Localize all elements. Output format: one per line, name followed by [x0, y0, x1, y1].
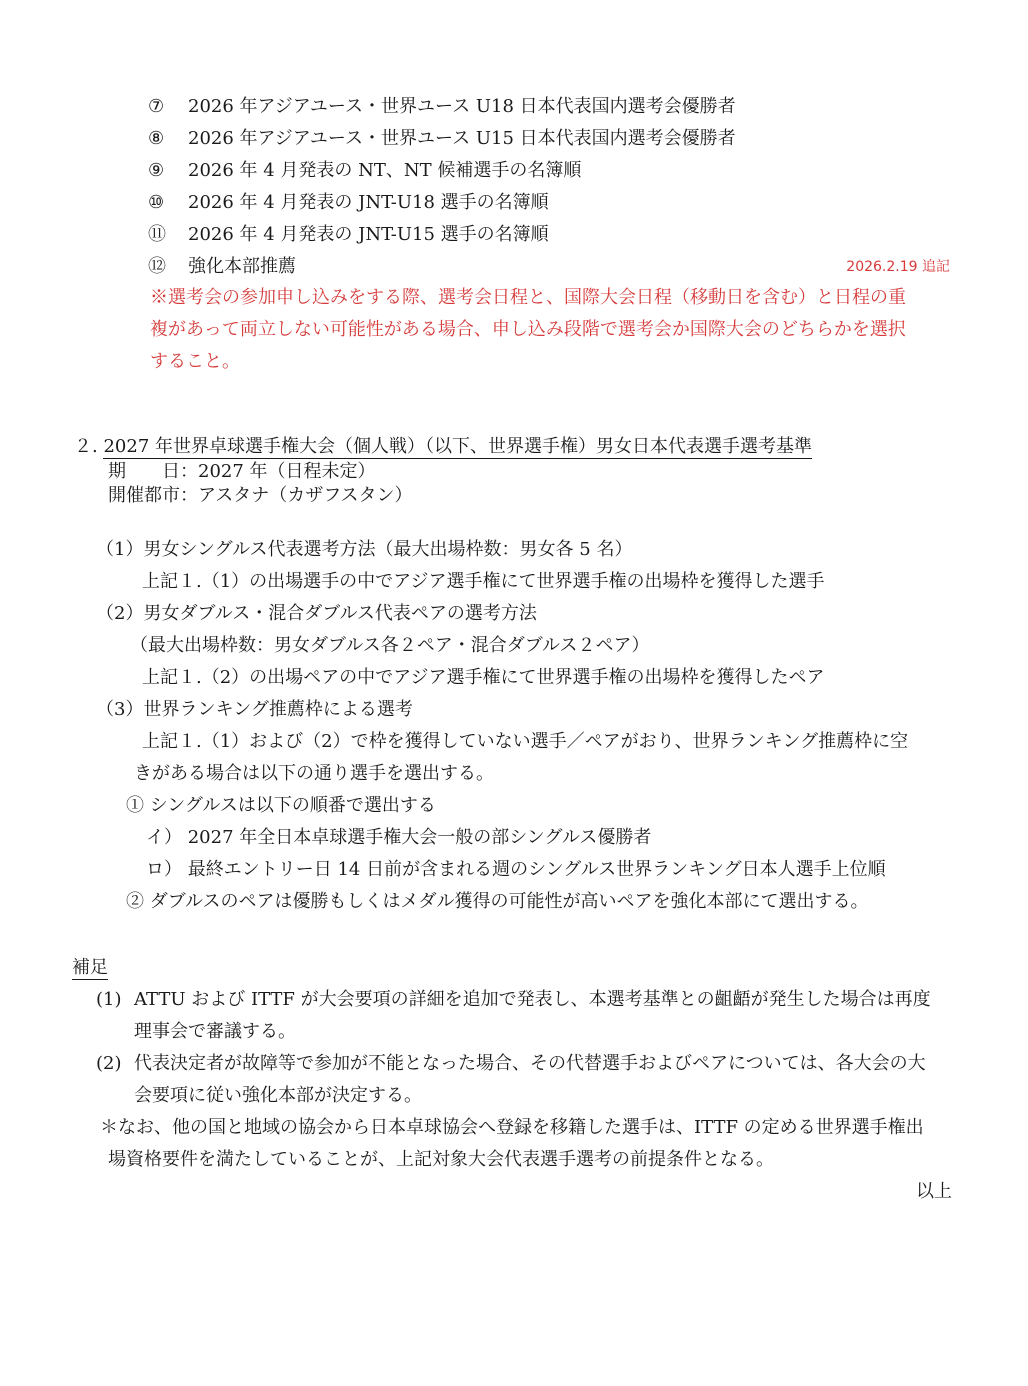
- item2-sub: （最大出場枠数：男女ダブルス各２ペア・混合ダブルス２ペア）: [130, 635, 650, 656]
- red-note-line: すること。: [150, 351, 240, 372]
- item3-body: 上記１.（1）および（2）で枠を獲得していない選手／ペアがおり、世界ランキング推薦枠に空: [142, 731, 909, 752]
- supplement-note: 場資格要件を満たしていることが、上記対象大会代表選手選考の前提条件となる。: [108, 1149, 774, 1170]
- list-item: [148, 223, 549, 247]
- event-period: 期 日：2027 年（日程未定）: [108, 461, 376, 482]
- section-number: ２.: [74, 436, 98, 457]
- list-number: ⑦: [148, 96, 165, 117]
- item2-body: 上記１.（2）の出場ペアの中でアジア選手権にて世界選手権の出場枠を獲得したペア: [142, 667, 825, 688]
- singles-criterion: ロ） 最終エントリー日 14 日前が含まれる週のシングルス世界ランキング日本人選手上位順: [146, 859, 886, 880]
- supplement-item-text: 会要項に従い強化本部が決定する。: [134, 1085, 422, 1106]
- list-number: ⑩: [148, 192, 165, 213]
- red-note-line: 複があって両立しない可能性がある場合、申し込み段階で選考会か国際大会のどちらかを選択: [150, 319, 906, 340]
- list-item: [148, 127, 736, 151]
- singles-criterion: イ） 2027 年全日本卓球選手権大会一般の部シングルス優勝者: [146, 827, 652, 848]
- item1-body: 上記１.（1）の出場選手の中でアジア選手権にて世界選手権の出場枠を獲得した選手: [142, 571, 825, 592]
- list-number: ⑫: [148, 256, 166, 277]
- list-text: 2026 年アジアユース・世界ユース U15 日本代表国内選考会優勝者: [188, 128, 736, 149]
- supplement-heading: 補足: [72, 957, 108, 978]
- section-heading: [74, 435, 812, 459]
- section-title: 2027 年世界卓球選手権大会（個人戦）（以下、世界選手権）男女日本代表選手選考基準: [103, 436, 812, 457]
- list-text: 2026 年アジアユース・世界ユース U18 日本代表国内選考会優勝者: [188, 96, 736, 117]
- list-item: [148, 255, 296, 279]
- list-text: 強化本部推薦: [188, 256, 296, 277]
- supplement-item: [96, 988, 931, 1012]
- red-note-line: ※選考会の参加申し込みをする際、選考会日程と、国際大会日程（移動日を含む）と日程の重: [150, 287, 906, 308]
- item2-heading: （2）男女ダブルス・混合ダブルス代表ペアの選考方法: [96, 603, 537, 624]
- list-number: ⑪: [148, 224, 166, 245]
- list-text: 2026 年 4 月発表の NT、NT 候補選手の名簿順: [188, 160, 582, 181]
- singles-heading: ① シングルスは以下の順番で選出する: [126, 795, 436, 816]
- list-item: [148, 95, 736, 119]
- list-number: ⑨: [148, 160, 165, 181]
- list-item: [148, 159, 581, 183]
- supplement-note: ＊なお、他の国と地域の協会から日本卓球協会へ登録を移籍した選手は、ITTF の定める世界選手権出: [100, 1117, 924, 1138]
- item1-heading: （1）男女シングルス代表選考方法（最大出場枠数：男女各 5 名）: [96, 539, 633, 560]
- item3-heading: （3）世界ランキング推薦枠による選考: [96, 699, 413, 720]
- addendum-date-note: 2026.2.19 追記: [846, 259, 950, 275]
- doubles-criterion: ② ダブルスのペアは優勝もしくはメダル獲得の可能性が高いペアを強化本部にて選出する。: [126, 891, 869, 912]
- closing-mark: 以上: [916, 1181, 952, 1202]
- supplement-item-text: ATTU および ITTF が大会要項の詳細を追加で発表し、本選考基準との齟齬が発生した場合は再度: [134, 989, 931, 1010]
- list-item: [148, 191, 549, 215]
- list-number: ⑧: [148, 128, 165, 149]
- item3-body: きがある場合は以下の通り選手を選出する。: [134, 763, 494, 784]
- event-city: 開催都市：アスタナ（カザフスタン）: [108, 485, 413, 506]
- list-text: 2026 年 4 月発表の JNT-U18 選手の名簿順: [188, 192, 549, 213]
- supplement-item-number: (2): [96, 1053, 122, 1074]
- supplement-item: [96, 1052, 926, 1076]
- supplement-item-text: 代表決定者が故障等で参加が不能となった場合、その代替選手およびペアについては、各大会の大: [134, 1053, 926, 1074]
- list-text: 2026 年 4 月発表の JNT-U15 選手の名簿順: [188, 224, 549, 245]
- supplement-item-text: 理事会で審議する。: [134, 1021, 296, 1042]
- supplement-item-number: (1): [96, 989, 122, 1010]
